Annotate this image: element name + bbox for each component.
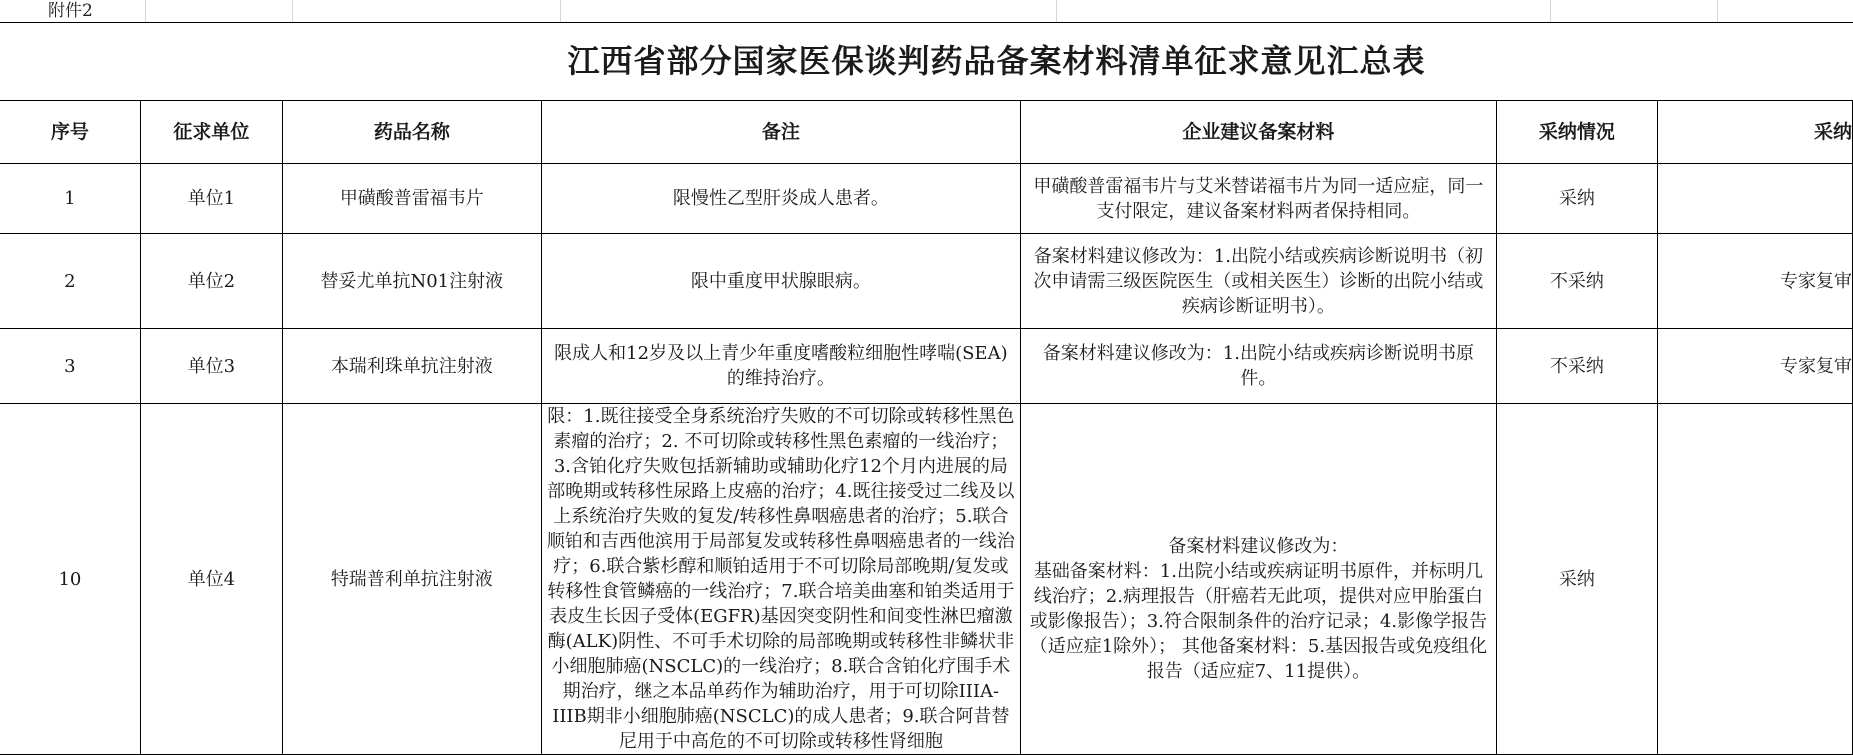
header-unit[interactable]: 征求单位 — [140, 101, 282, 164]
header-seq[interactable]: 序号 — [0, 101, 140, 164]
cell-seq[interactable]: 1 — [0, 164, 140, 234]
gridline — [1550, 0, 1551, 22]
cell-remark[interactable]: 限慢性乙型肝炎成人患者。 — [541, 164, 1020, 234]
cell-unit[interactable]: 单位2 — [140, 234, 282, 329]
gridline — [292, 0, 293, 22]
cell-adoption[interactable]: 采纳 — [1496, 164, 1657, 234]
gridline — [145, 0, 146, 22]
cell-adoption-note[interactable] — [1658, 404, 1853, 755]
cell-adoption[interactable]: 不采纳 — [1496, 329, 1657, 404]
attachment-label: 附件2 — [48, 1, 93, 21]
cell-adoption-note[interactable] — [1658, 164, 1853, 234]
cell-unit[interactable]: 单位3 — [140, 329, 282, 404]
cell-adoption-note[interactable]: 专家复审 — [1658, 234, 1853, 329]
cell-suggestion[interactable]: 备案材料建议修改为：1.出院小结或疾病诊断说明书原件。 — [1021, 329, 1497, 404]
cell-suggestion[interactable]: 甲磺酸普雷福韦片与艾米替诺福韦片为同一适应症，同一支付限定，建议备案材料两者保持相同。 — [1021, 164, 1497, 234]
cell-seq[interactable]: 3 — [0, 329, 140, 404]
suggestion-line: 备案材料建议修改为： — [1168, 536, 1349, 557]
cell-adoption[interactable]: 不采纳 — [1496, 234, 1657, 329]
header-remark[interactable]: 备注 — [541, 101, 1020, 164]
attachment-row — [0, 0, 1853, 23]
cell-drug[interactable]: 甲磺酸普雷福韦片 — [282, 164, 541, 234]
cell-remark[interactable]: 限：1.既往接受全身系统治疗失败的不可切除或转移性黑色素瘤的治疗；2. 不可切除或转移性黑色素瘤的一线治疗；3.含铂化疗失败包括新辅助或辅助化疗12个月内进展的局部晚期或转移性尿路上皮癌的治疗；4.既往接受过二线及以上系统治疗失败的复发/转移性鼻咽癌患者的治疗；5.联合顺铂和吉西他滨用于局部复发或转移性鼻咽癌患者的一线治疗；6.联合紫杉醇和顺铂适用于不可切除局部晚期/复发或转移性食管鳞癌的一线治疗；7.联合培美曲塞和铂类适用于表皮生长因子受体(EGFR)基因突变阴性和间变性淋巴瘤激酶(ALK)阴性、不可手术切除的局部晚期或转移性非鳞状非小细胞肺癌(NSCLC)的一线治疗；8.联合含铂化疗围手术期治疗，继之本品单药作为辅助治疗，用于可切除IIIA-IIIB期非小细胞肺癌(NSCLC)的成人患者；9.联合阿昔替尼用于中高危的不可切除或转移性肾细胞 — [541, 404, 1020, 755]
suggestion-line: 基础备案材料：1.出院小结或疾病证明书原件，并标明几线治疗；2.病理报告（肝癌若无此项，提供对应甲胎蛋白或影像报告）；3.符合限制条件的治疗记录；4.影像学报告（适应症1除外）； 其他备案材料：5.基因报告或免疫组化报告（适应症7、11提供）。 — [1029, 561, 1488, 682]
header-adoption[interactable]: 采纳情况 — [1496, 101, 1657, 164]
cell-remark[interactable]: 限中重度甲状腺眼病。 — [541, 234, 1020, 329]
header-row — [0, 101, 1853, 164]
table-row — [0, 404, 1853, 755]
header-suggestion[interactable]: 企业建议备案材料 — [1021, 101, 1497, 164]
cell-unit[interactable]: 单位4 — [140, 404, 282, 755]
cell-suggestion[interactable] — [1021, 404, 1497, 755]
summary-table — [0, 100, 1853, 755]
cell-adoption-note[interactable]: 专家复审 — [1658, 329, 1853, 404]
cell-adoption[interactable]: 采纳 — [1496, 404, 1657, 755]
gridline — [1717, 0, 1718, 22]
table-row — [0, 164, 1853, 234]
cell-drug[interactable]: 替妥尤单抗N01注射液 — [282, 234, 541, 329]
cell-drug[interactable]: 本瑞利珠单抗注射液 — [282, 329, 541, 404]
cell-drug[interactable]: 特瑞普利单抗注射液 — [282, 404, 541, 755]
header-drug[interactable]: 药品名称 — [282, 101, 541, 164]
gridline — [560, 0, 561, 22]
cell-remark[interactable]: 限成人和12岁及以上青少年重度嗜酸粒细胞性哮喘(SEA)的维持治疗。 — [541, 329, 1020, 404]
cell-unit[interactable]: 单位1 — [140, 164, 282, 234]
page-title: 江西省部分国家医保谈判药品备案材料清单征求意见汇总表 — [567, 42, 1426, 80]
cell-suggestion[interactable]: 备案材料建议修改为：1.出院小结或疾病诊断说明书（初次申请需三级医院医生（或相关医生）诊断的出院小结或疾病诊断证明书）。 — [1021, 234, 1497, 329]
header-adoption-note[interactable]: 采纳 — [1658, 101, 1853, 164]
table-row — [0, 329, 1853, 404]
cell-seq[interactable]: 2 — [0, 234, 140, 329]
table-row — [0, 234, 1853, 329]
cell-seq[interactable]: 10 — [0, 404, 140, 755]
gridline — [1056, 0, 1057, 22]
